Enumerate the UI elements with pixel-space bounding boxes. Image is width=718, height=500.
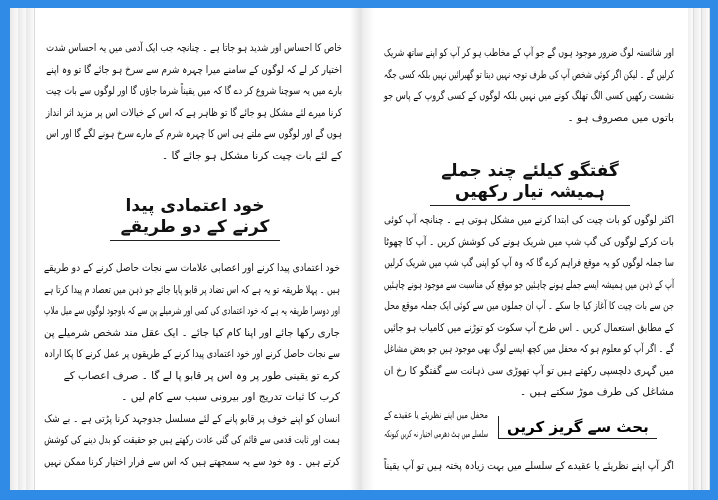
book-gutter (350, 8, 374, 490)
text-line: سا جملہ لوگوں کو یہ موقع فراہم کرے گا کہ وہ آپ کو اپنی گپ شپ میں شریک کرلیں (384, 257, 674, 269)
text-line: سے نجات حاصل کرنے اور خود اعتمادی پیدا کرنے کے طریقوں پر عمل کرنے کا پکا ارادہ (44, 348, 341, 360)
left-body-paragraph (44, 258, 340, 473)
text-line: جن سے بات چیت کا آغاز کیا جا سکے ۔ آپ ان جملوں میں سے کوئی ایک جملہ موقع محل (384, 300, 674, 312)
text-line: کرب کا ثبات تدریج اور بیرونی سبب سے کام لیں ۔ (121, 391, 340, 403)
right-final-line-wrap (384, 456, 674, 478)
text-line: ہوں گے اور لوگوں سے ملتے ہی اس کا چہرہ شرم کے مارے سرخ ہونے لگے گا اور اس (46, 128, 342, 140)
right-page (374, 8, 688, 490)
text-line: میں گہری دلچسپی رکھتے ہیں تو آپ تھوڑی سی ذہانت سے گفتگو کا رخ ان (383, 364, 674, 377)
text-line: ہمت اور ثابت قدمی سے قائم کی گئی عادت رکھتے ہیں جو حقیقت کو بدل دینے کی کوشش (44, 434, 340, 446)
text-line: کرے تو یقینی طور پر وہ اس پر قابو پا لے گا ۔ صرف اعصاب کے (63, 369, 340, 382)
open-book (10, 8, 710, 490)
right-heading: گفتگو کیلئے چند جملے ہمیشہ تیار رکھیں (430, 160, 630, 206)
text-line: گے ۔ اگر آپ کو معلوم ہو کہ محفل میں کچھ ایسے لوگ بھی موجود ہیں جو بعض مشاغل (384, 343, 674, 355)
text-line: جاری رکھا جائے اور اپنا کام کیا جائے ۔ ایک عقل مند شخص شرمیلے پن (43, 326, 340, 339)
text-line: آپ کے ذہن میں ہمیشہ ایسے جملے ہونے چاہئیں جو موقع کی مناسبت سے موجود ہونے چاہئیں (383, 278, 674, 291)
left-top-paragraph (46, 38, 342, 167)
text-line: ہیں ۔ پہلا طریقہ تو یہ ہے کہ اس تضاد پر قابو پایا جائے جو ذہن میں تعصاد م پیدا کرتا ہے (44, 283, 340, 296)
text-line: کرلیں گے ۔ لیکن اگر کوئی شخص آپ کی طرف توجہ نہیں دیتا تو گھبرائیں نہیں بلکہ کسی جگہ (383, 68, 674, 81)
text-line: اکثر لوگوں کو بات چیت کی ابتدا کرنے میں مشکل ہوتی ہے ۔ چنانچہ آپ کوئی (383, 214, 674, 226)
page-edge (26, 8, 35, 490)
text-line: مشاغل کی طرف موڑ سکتے ہیں ۔ (520, 386, 674, 398)
page-edge (693, 8, 702, 490)
right-top-paragraph (384, 43, 674, 129)
text-line: محفل میں اپنے نظریئے یا عقیدے کے (383, 410, 488, 421)
text-line: بات کرکے لوگوں کی گپ شپ میں شریک ہونے کی کوشش کریں ۔ آپ کا چھوٹا (383, 235, 674, 248)
text-line: سلسلے میں ہٹ دھرمی اختیار نہ کریں کیونکہ (384, 429, 488, 440)
text-line: نشست رکھیں کسی الگ تھلگ کونے میں نہیں بلکہ لوگوں کے کسی گروپ کے پاس جو (383, 90, 674, 102)
right-body-paragraph (384, 210, 674, 404)
text-line: انسان کو اپنے خوف پر قابو پانے کے لئے مسلسل جدوجہد کرنا پڑتی ہے ۔ بے شک (44, 412, 341, 425)
right-final-line: اگر آپ اپنے نظریئے یا عقیدے کے سلسلے میں بہت زیادہ پختہ ہیں تو آپ یقیناً (383, 460, 674, 472)
text-line: کرتے ہیں ۔ وہ خود سے یہ سمجھتے ہیں کہ اس سے فرار اختیار کرنا ممکن نہیں (44, 455, 341, 468)
text-line: اور شائستہ لوگ ضرور موجود ہوں گے جو آپ کے مخاطب ہو کر آپ کو اپنے ساتھ شریک (383, 47, 674, 59)
left-heading: خود اعتمادی پیدا کرنے کے دو طریقے (110, 196, 280, 241)
text-line: اور دوسرا طریقہ یہ ہے کہ خود اعتمادی کی کمی اور شرمیلے پن سے کہ باوجود لوگوں سے میل ملاپ (43, 305, 341, 317)
right-subheading: بحث سے گریز کریں (498, 416, 657, 439)
page-edge (701, 8, 710, 490)
text-line: خاص کا احساس اور شدید ہو جاتا ہے ۔ چنانچہ جب ایک آدمی میں یہ احساس شدت (46, 42, 342, 54)
text-line: بارے میں یہ سوچنا شروع کر دے گا کہ میں یقیناً شرما جاؤں گا اور لوگوں سے بات چیت (45, 85, 342, 97)
subheading-side-text (384, 406, 488, 444)
left-page (40, 8, 346, 490)
text-line: باتوں میں مصروف ہو ۔ (567, 111, 674, 124)
text-line: اختیار کر لے کہ لوگوں کے سامنے میرا چہرہ شرم سے سرخ ہو جائے گا تو وہ اپنے (46, 63, 343, 76)
text-line: کے لئے بات چیت کرنا مشکل ہو جائے گا ۔ (161, 149, 342, 162)
text-line: کے مطابق استعمال کریں ۔ اس طرح آپ سکوت کو توڑنے میں کامیاب ہو جائیں (383, 321, 674, 334)
text-line: خود اعتمادی پیدا کرنے اور اعصابی علامات سے نجات حاصل کرنے کے دو طریقے (43, 262, 340, 274)
text-line: کرنا میرے لئے مشکل ہو جائے گا تو ظاہر ہے کہ اس کے خیالات اس پر مزید اثر انداز (45, 106, 342, 119)
